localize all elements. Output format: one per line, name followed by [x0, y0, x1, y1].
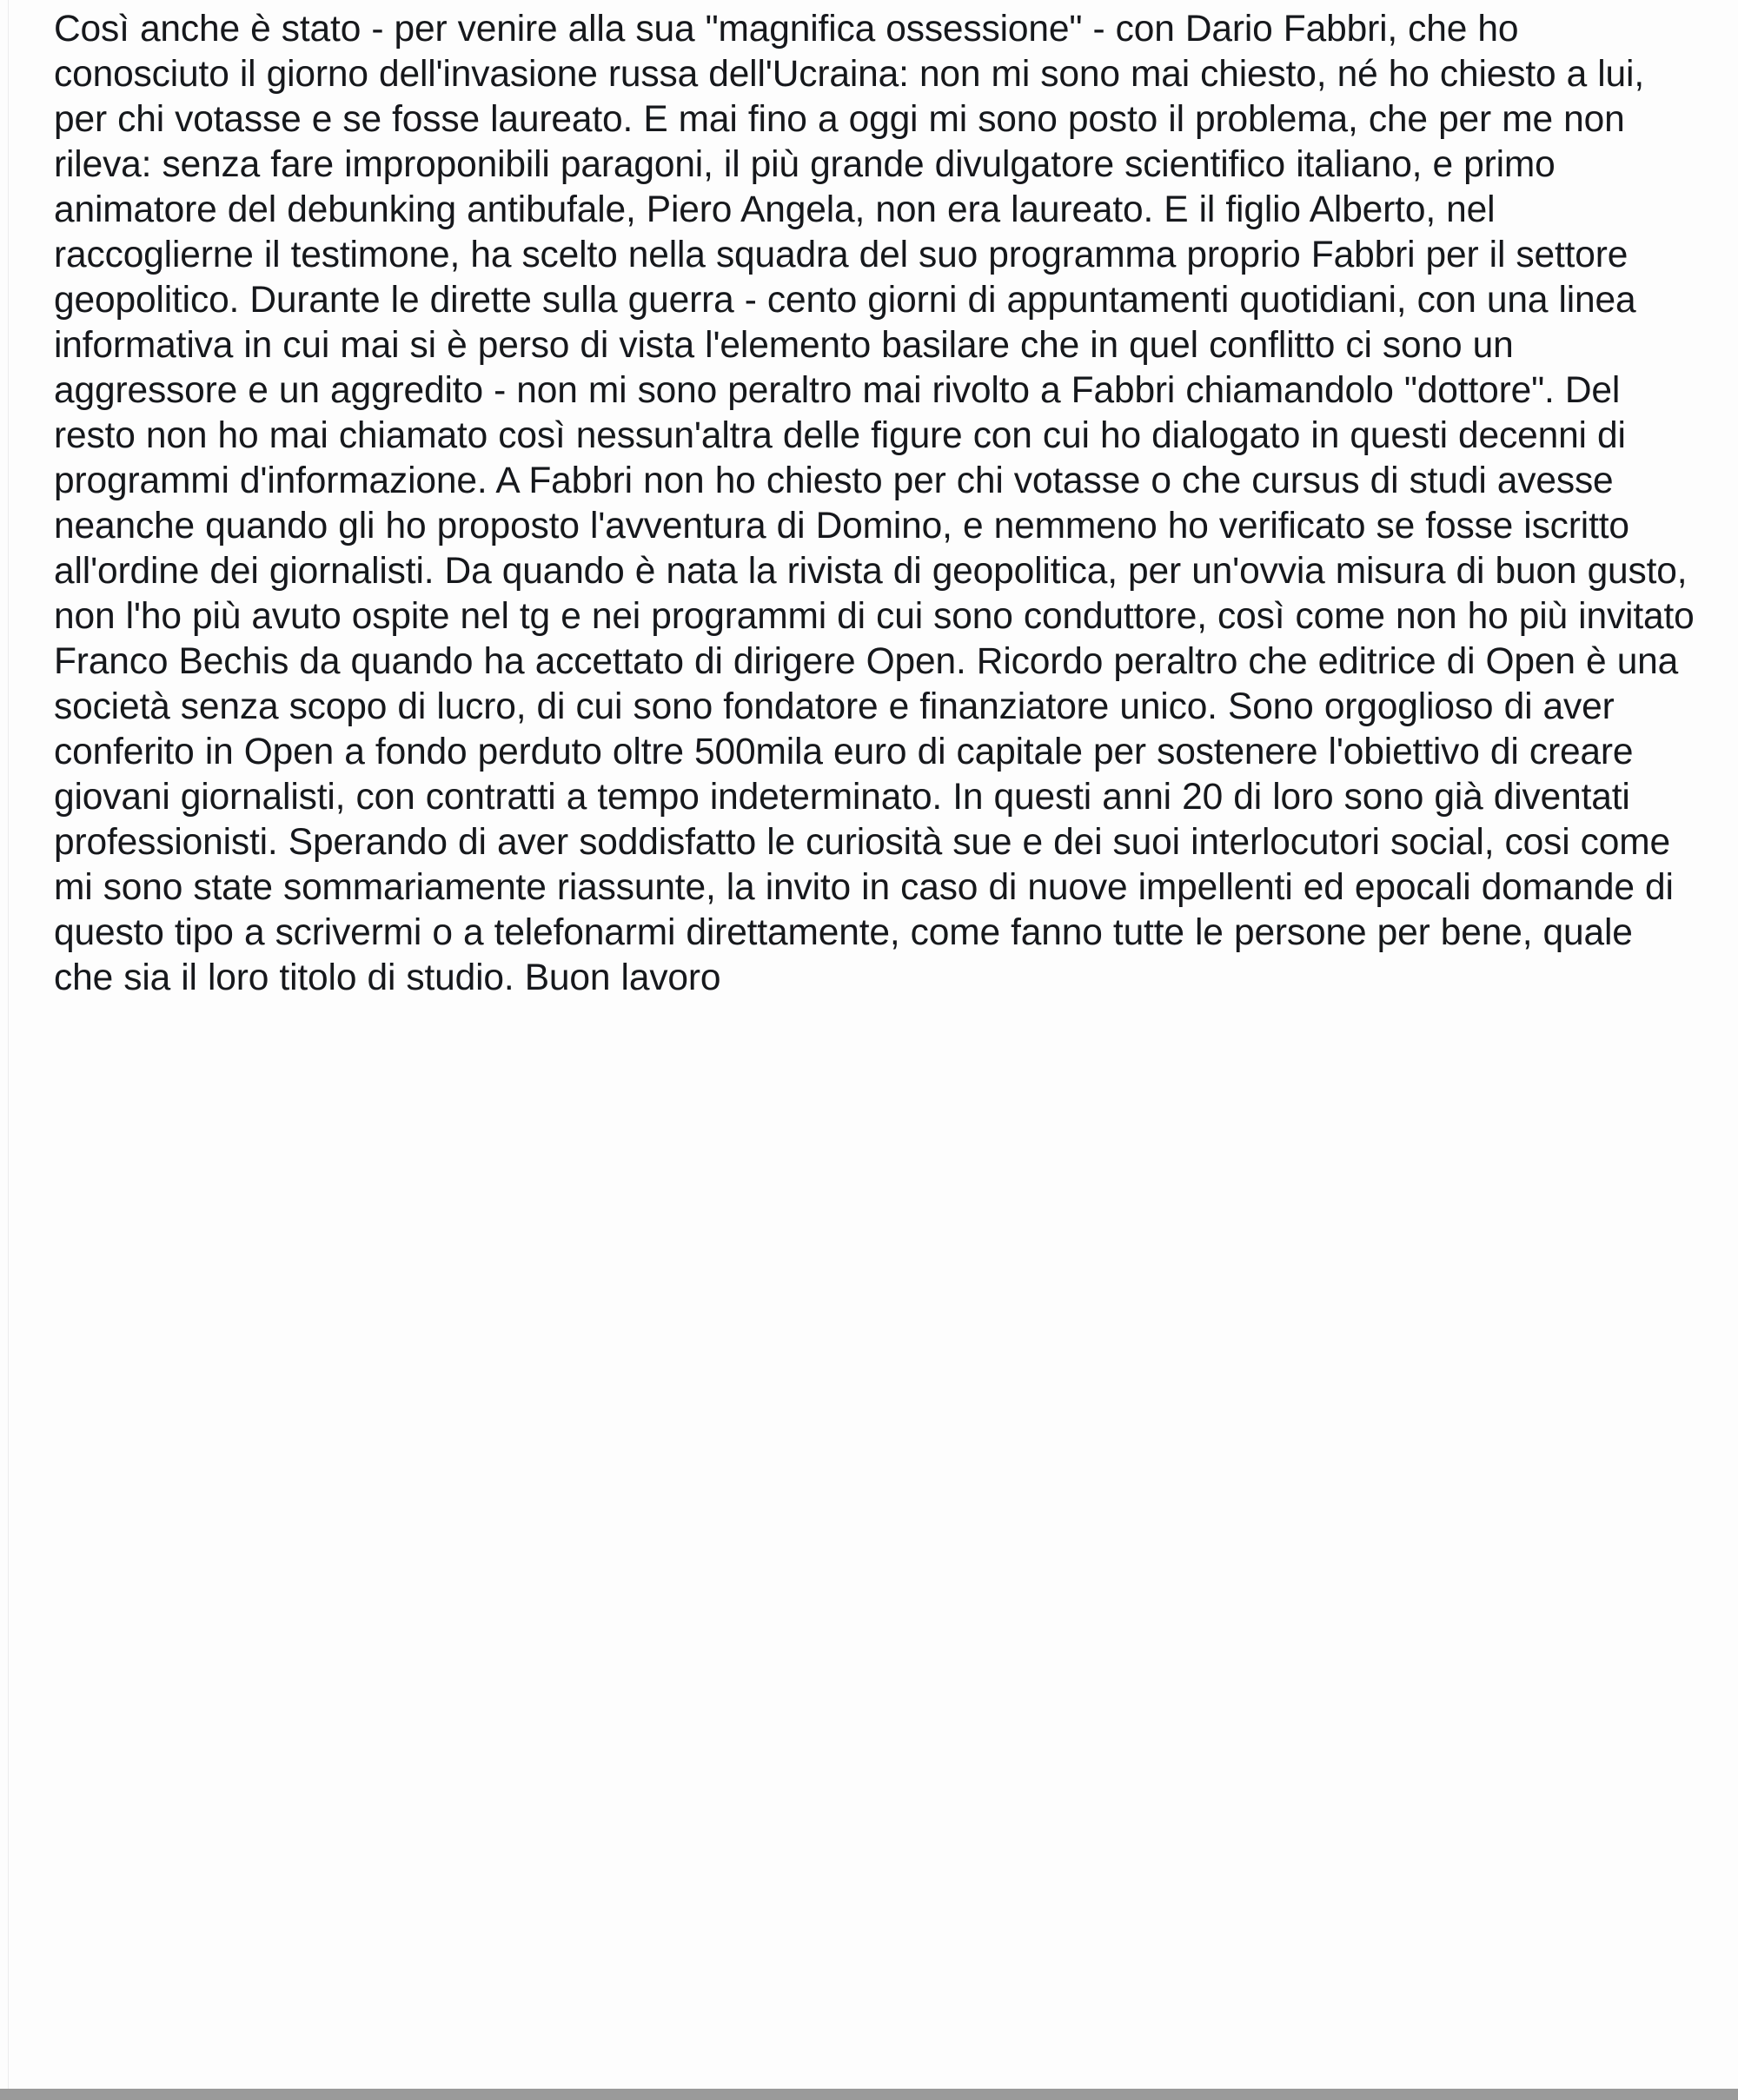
page-bottom-bar	[0, 2089, 1738, 2100]
left-margin-rule	[8, 0, 9, 2089]
article-paragraph: Così anche è stato - per venire alla sua "magnifica ossessione" - con Dario Fabbri, che ho conosciuto il giorno dell'invasione russa dell'Ucraina: non mi sono mai chiesto, né ho chiesto a lui, per chi votasse e se fosse laureato. E mai fino a oggi mi sono posto il problema, che per me non rileva: senza fare improponibili paragoni, il più grande divulgatore scientifico italiano, e primo animatore del debunking antibufale, Piero Angela, non era laureato. E il figlio Alberto, nel raccoglierne il testimone, ha scelto nella squadra del suo programma proprio Fabbri per il settore geopolitico. Durante le dirette sulla guerra - cento giorni di appuntamenti quotidiani, con una linea informativa in cui mai si è perso di vista l'elemento basilare che in quel conflitto ci sono un aggressore e un aggredito - non mi sono peraltro mai rivolto a Fabbri chiamandolo "dottore". Del resto non ho mai chiamato così nessun'altra delle figure con cui ho dialogato in questi decenni di programmi d'informazione. A Fabbri non ho chiesto per chi votasse o che cursus di studi avesse neanche quando gli ho proposto l'avventura di Domino, e nemmeno ho verificato se fosse iscritto all'ordine dei giornalisti. Da quando è nata la rivista di geopolitica, per un'ovvia misura di buon gusto, non l'ho più avuto ospite nel tg e nei programmi di cui sono conduttore, così come non ho più invitato Franco Bechis da quando ha accettato di dirigere Open. Ricordo peraltro che editrice di Open è una società senza scopo di lucro, di cui sono fondatore e finanziatore unico. Sono orgoglioso di aver conferito in Open a fondo perduto oltre 500mila euro di capitale per sostenere l'obiettivo di creare giovani giornalisti, con contratti a tempo indeterminato. In questi anni 20 di loro sono già diventati professionisti. Sperando di aver soddisfatto le curiosità sue e dei suoi interlocutori social, cosi come mi sono state sommariamente riassunte, la invito in caso di nuove impellenti ed epocali domande di questo tipo a scrivermi o a telefonarmi direttamente, come fanno tutte le persone per bene, quale che sia il loro titolo di studio. Buon lavoro	[54, 9, 1705, 998]
article-text-block	[54, 7, 1705, 1001]
